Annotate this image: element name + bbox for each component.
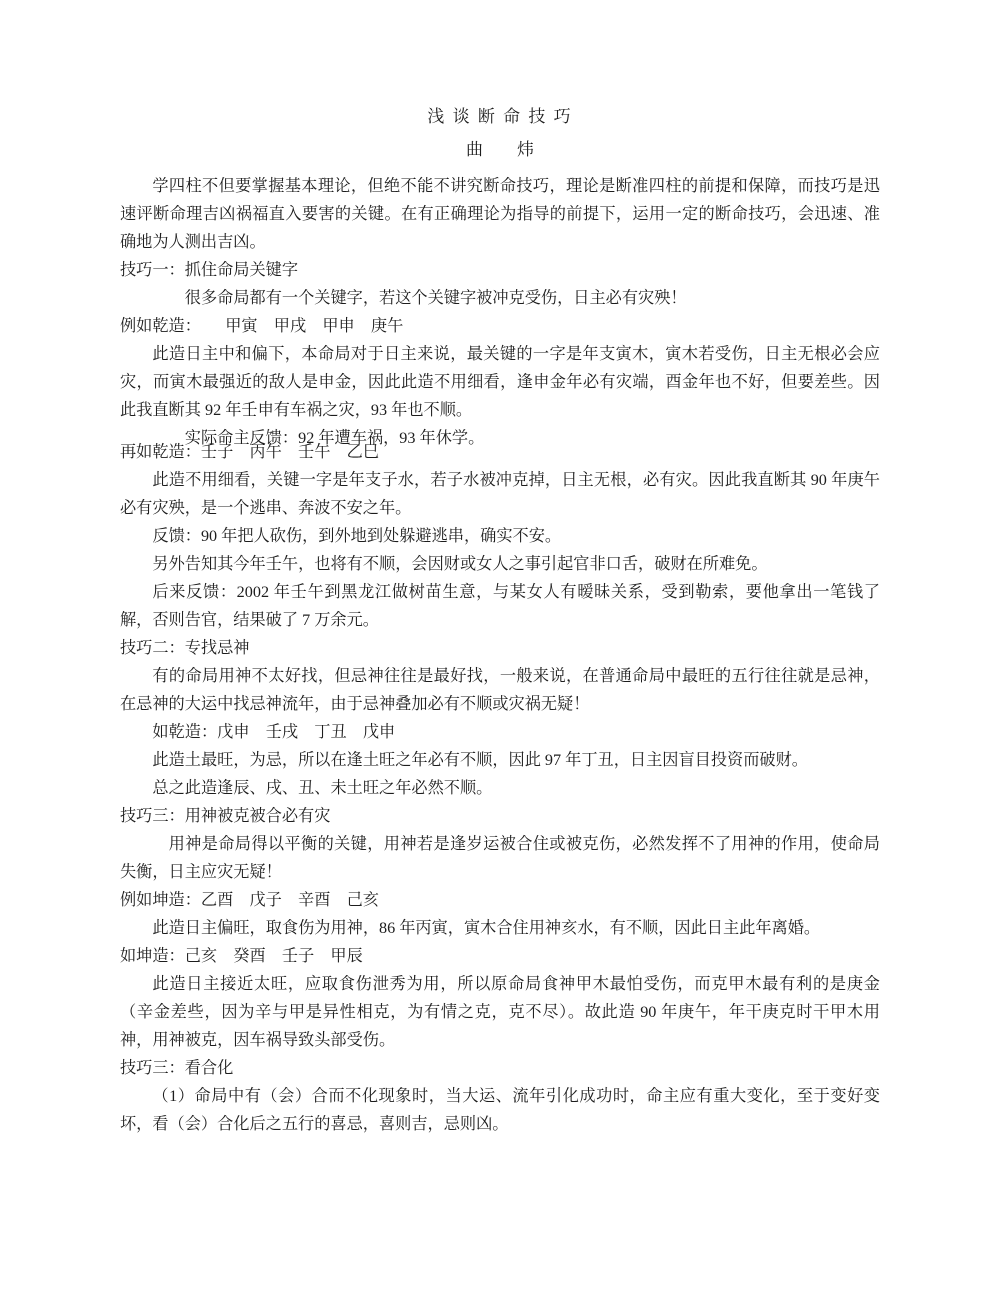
document-title: 浅 谈 断 命 技 巧 bbox=[427, 107, 573, 126]
paragraph-heading: 技巧三：看合化 bbox=[120, 1059, 234, 1077]
paragraph-body: 用神是命局得以平衡的关键，用神若是逢岁运被合住或被克伤，必然发挥不了用神的作用，使命局失衡，日主应灾无疑！ bbox=[120, 835, 880, 881]
paragraph-pillars: 如乾造：戊申 壬戌 丁丑 戊申 bbox=[152, 723, 396, 741]
paragraph-body: 后来反馈：2002 年壬午到黑龙江做树苗生意，与某女人有暧昧关系，受到勒索，要他拿出一笔钱了解，否则告官，结果破了 7 万余元。 bbox=[120, 583, 880, 629]
paragraph-pillars: 再如乾造：壬子 丙午 壬午 乙巳 bbox=[120, 443, 379, 461]
paragraph-body: 另外告知其今年壬午，也将有不顺，会因财或女人之事引起官非口舌，破财在所难免。 bbox=[152, 555, 768, 573]
paragraph-pillars: 例如坤造：乙酉 戊子 辛酉 己亥 bbox=[120, 891, 379, 909]
paragraph-body: 很多命局都有一个关键字，若这个关键字被冲克受伤，日主必有灾殃！ bbox=[184, 289, 687, 307]
document-body bbox=[120, 172, 880, 1138]
paragraph-pillars: 如坤造：己亥 癸酉 壬子 甲辰 bbox=[120, 947, 363, 965]
paragraph-heading: 技巧一：抓住命局关键字 bbox=[120, 261, 299, 279]
paragraph-body: 反馈：90 年把人砍伤，到外地到处躲避逃串，确实不安。 bbox=[152, 527, 562, 545]
paragraph-body: （1）命局中有（会）合而不化现象时，当大运、流年引化成功时，命主应有重大变化，至于变好变坏，看（会）合化后之五行的喜忌，喜则吉，忌则凶。 bbox=[120, 1087, 880, 1133]
paragraph-body: 有的命局用神不太好找，但忌神往往是最好找，一般来说，在普通命局中最旺的五行往往就是忌神，在忌神的大运中找忌神流年，由于忌神叠加必有不顺或灾祸无疑！ bbox=[120, 667, 880, 713]
paragraph-body: 实际命主反馈：92 年遭车祸，93 年休学。 bbox=[184, 429, 485, 447]
paragraph-pillars: 例如乾造： 甲寅 甲戌 甲申 庚午 bbox=[120, 317, 404, 335]
paragraph-body: 此造不用细看，关键一字是年支子水，若子水被冲克掉，日主无根，必有灾。因此我直断其 90 年庚午必有灾殃，是一个逃串、奔波不安之年。 bbox=[120, 471, 880, 517]
paragraph-body: 此造日主偏旺，取食伤为用神，86 年丙寅，寅木合住用神亥水，有不顺，因此日主此年离婚。 bbox=[152, 919, 821, 937]
document-author: 曲 炜 bbox=[466, 140, 534, 159]
paragraph-heading: 技巧二：专找忌神 bbox=[120, 639, 250, 657]
paragraph-body: 此造日主中和偏下，本命局对于日主来说，最关键的一字是年支寅木，寅木若受伤，日主无根必会应灾，而寅木最强近的敌人是申金，因此此造不用细看，逢申金年必有灾端，酉金年也不好，但要差些。因此我直断其 92 年壬申有车祸之灾，93 年也不顺。 bbox=[120, 345, 880, 419]
paragraph-body: 此造土最旺，为忌，所以在逢土旺之年必有不顺，因此 97 年丁丑，日主因盲目投资而破财。 bbox=[152, 751, 808, 769]
paragraph-body: 此造日主接近太旺，应取食伤泄秀为用，所以原命局食神甲木最怕受伤，而克甲木最有利的是庚金（辛金差些，因为辛与甲是异性相克，为有情之克，克不尽）。故此造 90 年庚午，年干庚克时干甲木用神，用神被克，因车祸导致头部受伤。 bbox=[120, 975, 880, 1049]
paragraph-heading: 技巧三：用神被克被合必有灾 bbox=[120, 807, 331, 825]
paragraph-body: 学四柱不但要掌握基本理论，但绝不能不讲究断命技巧，理论是断准四柱的前提和保障，而技巧是迅速评断命理吉凶祸福直入要害的关键。在有正确理论为指导的前提下，运用一定的断命技巧，会迅速、准确地为人测出吉凶。 bbox=[120, 177, 880, 251]
paragraph-body: 总之此造逢辰、戌、丑、未土旺之年必然不顺。 bbox=[152, 779, 493, 797]
